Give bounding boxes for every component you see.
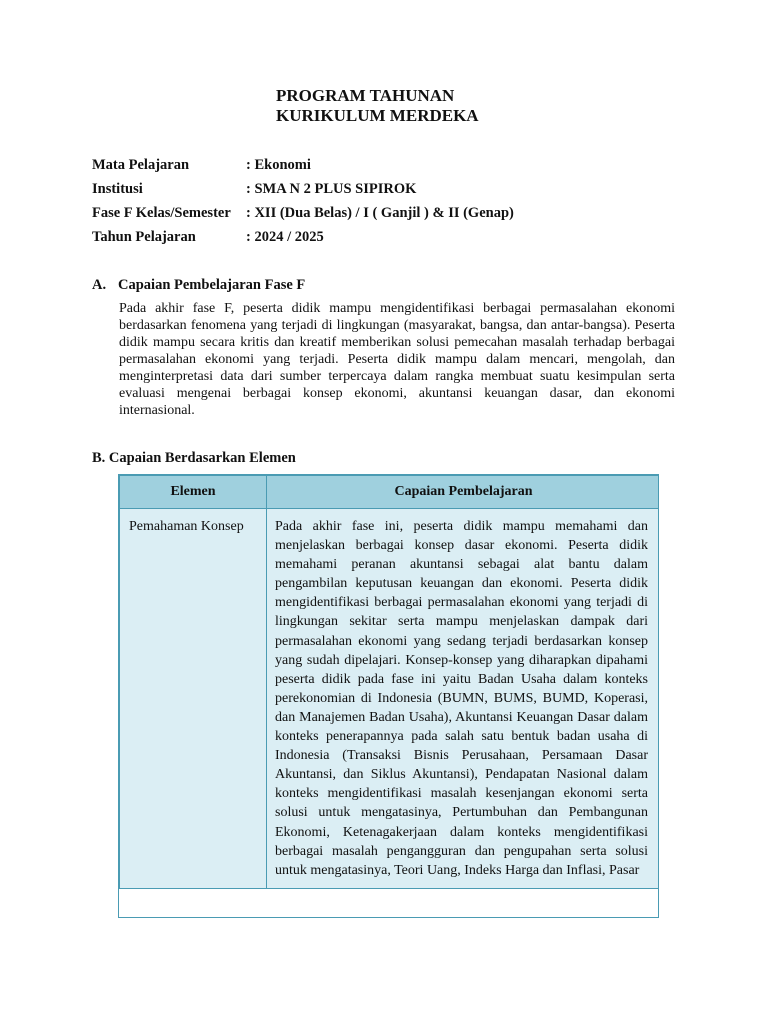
meta-value: : Ekonomi xyxy=(246,157,311,173)
meta-label: Tahun Pelajaran xyxy=(92,229,196,245)
section-a-paragraph: Pada akhir fase F, peserta didik mampu mengidentifikasi berbagai permasalahan ekonomi berdasarkan fenomena yang terjadi di lingkungan (masyarakat, bangsa, dan antar-bangsa). Peserta didik mampu secara kritis dan kreatif memberikan solusi pemecahan masalah terhadap berbagai permasalahan ekonomi yang terjadi. Peserta didik mampu dalam mencari, mengolah, dan menginterpretasi data dari sumber terpercaya dalam rangka membuat suatu kesimpulan serta evaluasi mengenai berbagai konsep ekonomi, akuntansi keuangan dasar, dan ekonomi internasional. xyxy=(119,301,675,418)
meta-value: : SMA N 2 PLUS SIPIROK xyxy=(246,181,417,197)
identity-info xyxy=(92,156,514,252)
table-row xyxy=(120,509,660,889)
meta-value: : 2024 / 2025 xyxy=(246,229,324,245)
section-a-title: Capaian Pembelajaran Fase F xyxy=(118,277,306,293)
meta-row-fase-kelas-semester xyxy=(92,204,514,228)
meta-label: Fase F Kelas/Semester xyxy=(92,205,231,221)
column-header-elemen: Elemen xyxy=(120,476,267,509)
title-line-2: KURIKULUM MERDEKA xyxy=(276,106,479,125)
meta-value: : XII (Dua Belas) / I ( Ganjil ) & II (Genap) xyxy=(246,205,514,221)
meta-row-institusi xyxy=(92,180,514,204)
meta-label: Institusi xyxy=(92,181,143,197)
elemen-table-container xyxy=(118,474,659,918)
column-header-capaian: Capaian Pembelajaran xyxy=(267,476,660,509)
title-line-1: PROGRAM TAHUNAN xyxy=(276,86,455,105)
document-title xyxy=(276,86,479,126)
section-a-heading xyxy=(92,277,305,294)
capaian-cell: Pada akhir fase ini, peserta didik mampu memahami dan menjelaskan berbagai konsep dasar ekonomi. Peserta didik memahami peranan akuntansi sebagai alat bantu dalam pengambilan keputusan keuangan dan ekonomi. Peserta didik mengidentifikasi berbagai permasalahan ekonomi yang terjadi di lingkungan sekitar serta mampu menjelaskan dampak dari permasalahan ekonomi yang sedang terjadi berdasarkan konsep yang sudah dipelajari. Konsep-konsep yang diharapkan dipahami peserta didik pada fase ini yaitu Badan Usaha dalam konteks perekonomian di Indonesia (BUMN, BUMS, BUMD, Koperasi, dan Manajemen Badan Usaha), Akuntansi Keuangan Dasar dalam konteks penerapannya pada salah satu bentuk badan usaha di Indonesia (Transaksi Bisnis Perusahaan, Persamaan Dasar Akuntansi, dan Siklus Akuntansi), Pendapatan Nasional dalam konteks mengidentifikasi masalah kesenjangan ekonomi serta solusi untuk mengatasinya, Pertumbuhan dan Pembangunan Ekonomi, Ketenagakerjaan dalam konteks mengidentifikasi berbagai masalah pengangguran dan pengupahan serta solusi untuk mengatasinya, Teori Uang, Indeks Harga dan Inflasi, Pasar xyxy=(267,509,660,889)
table-header-row xyxy=(120,476,660,509)
elemen-cell: Pemahaman Konsep xyxy=(120,509,267,889)
meta-label: Mata Pelajaran xyxy=(92,157,190,173)
section-b-heading: B. Capaian Berdasarkan Elemen xyxy=(92,450,296,466)
section-a-number: A. xyxy=(92,277,107,293)
elemen-table xyxy=(119,475,659,889)
meta-row-tahun-pelajaran xyxy=(92,228,514,252)
meta-row-mata-pelajaran xyxy=(92,156,514,180)
